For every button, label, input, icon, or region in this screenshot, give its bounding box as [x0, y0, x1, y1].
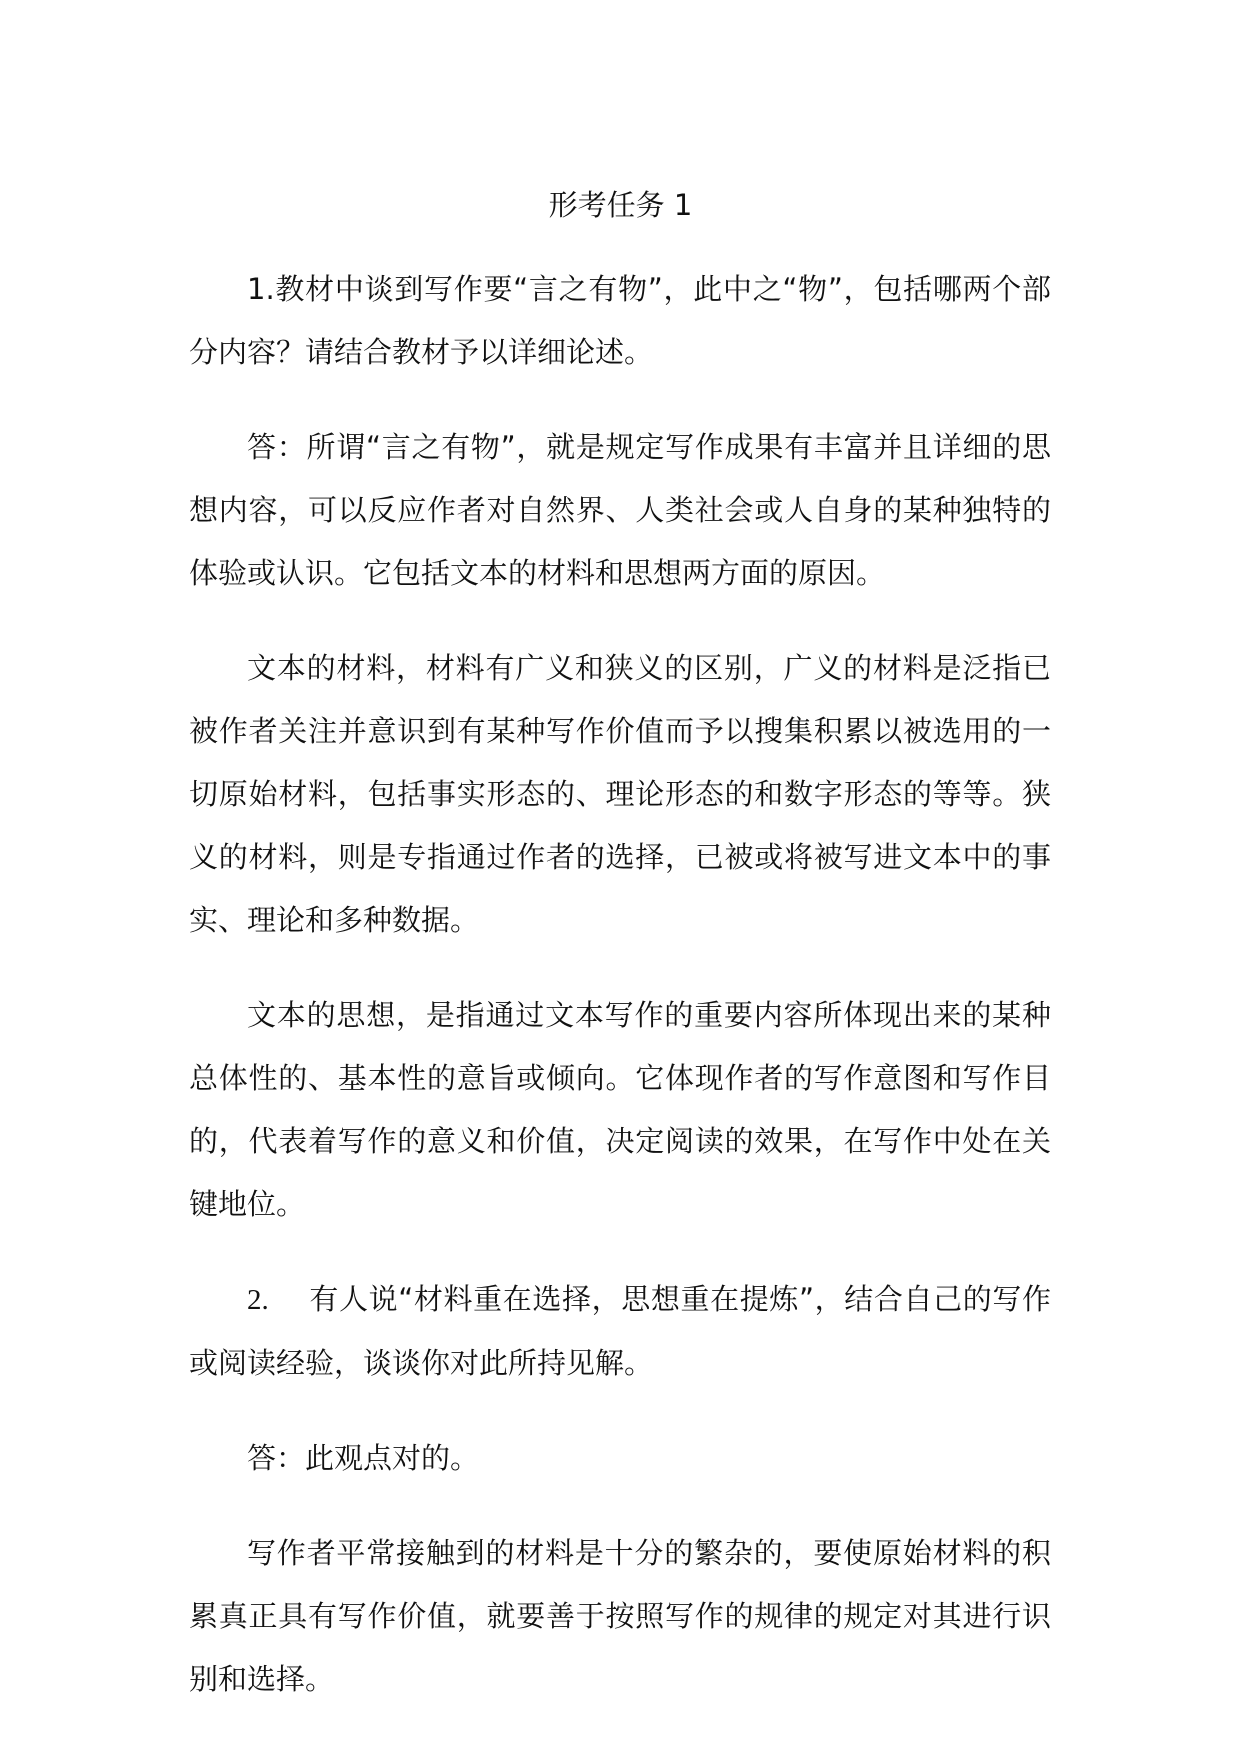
question-2-number: 2.	[247, 1284, 269, 1316]
selection-paragraph: 写作者平常接触到的材料是十分的繁杂的，要使原始材料的积累真正具有写作价值，就要善于按照写作的规律的规定对其进行识别和选择。	[189, 1536, 1051, 1696]
thought-paragraph: 文本的思想，是指通过文本写作的重要内容所体现出来的某种总体性的、基本性的意旨或倾向。它体现作者的写作意图和写作目的，代表着写作的意义和价值，决定阅读的效果，在写作中处在关键地位。	[189, 998, 1051, 1221]
question-1-paragraph: 1.教材中谈到写作要“言之有物”，此中之“物”，包括哪两个部分内容？请结合教材予以详细论述。	[189, 272, 1051, 369]
document-body	[189, 258, 1051, 1743]
answer-1-intro-paragraph: 答：所谓“言之有物”，就是规定写作成果有丰富并且详细的思想内容，可以反应作者对自然界、人类社会或人自身的某种独特的体验或认识。它包括文本的材料和思想两方面的原因。	[189, 430, 1051, 590]
question-2-paragraph	[189, 1268, 1051, 1395]
material-paragraph: 文本的材料，材料有广义和狭义的区别，广义的材料是泛指已被作者关注并意识到有某种写作价值而予以搜集积累以被选用的一切原始材料，包括事实形态的、理论形态的和数字形态的等等。狭义的材料，则是专指通过作者的选择，已被或将被写进文本中的事实、理论和多种数据。	[189, 651, 1051, 937]
answer-2-paragraph: 答：此观点对的。	[247, 1441, 480, 1475]
page-title: 形考任务 1	[548, 188, 693, 222]
question-2-text: 有人说“材料重在选择，思想重在提炼”，结合自己的写作或阅读经验，谈谈你对此所持见解。	[189, 1282, 1051, 1380]
